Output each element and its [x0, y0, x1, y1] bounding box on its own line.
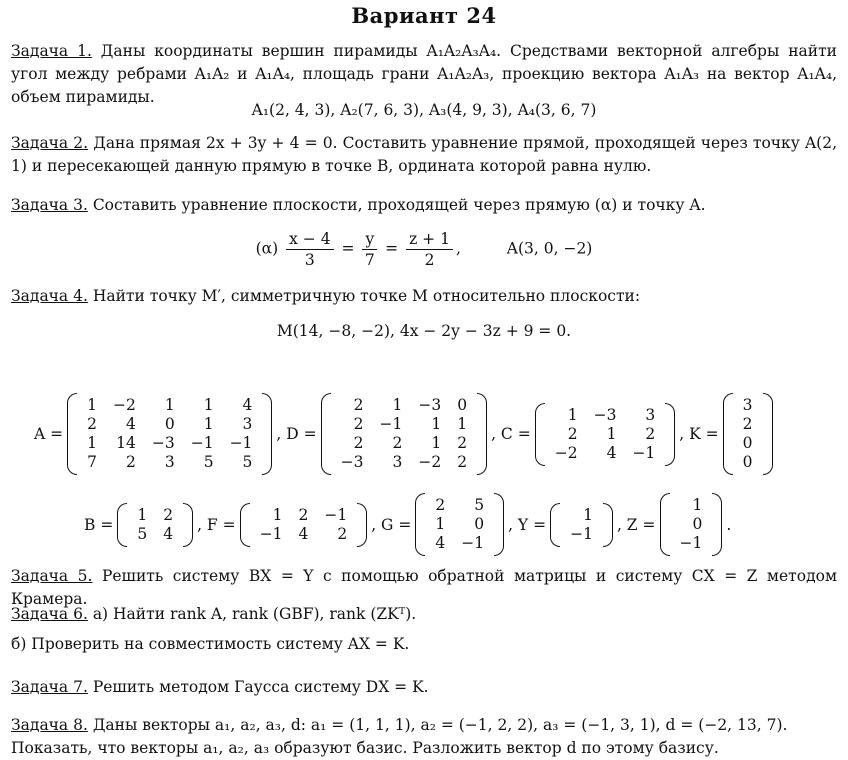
- matrix-cell: 4: [435, 534, 446, 552]
- matrix-row: [129, 525, 181, 544]
- matrix-cell: 2: [353, 396, 364, 414]
- matrix-y: [550, 503, 613, 547]
- matrix-cell: 2: [353, 434, 364, 452]
- matrix-row: [129, 506, 181, 525]
- matrix-f-label: , F =: [197, 515, 236, 534]
- matrix-cell: 3: [645, 405, 656, 424]
- matrix-table: [333, 396, 475, 472]
- matrix-cell: 3: [242, 415, 253, 433]
- task-8-line2: Показать, что векторы a₁, a₂, a₃ образуют базис. Разложить вектор d по этому базису.: [11, 739, 719, 757]
- matrix-cell: 4: [606, 443, 617, 462]
- matrix-cell: 2: [742, 415, 753, 433]
- matrix-cell: 2: [392, 434, 403, 452]
- bracket-left: [723, 393, 733, 475]
- bracket-left: [117, 503, 127, 547]
- matrix-a: [67, 393, 272, 475]
- matrix-cell: 0: [692, 515, 703, 533]
- task-3: [11, 194, 837, 217]
- matrix-cell: 0: [742, 434, 753, 452]
- task-5-text: Решить систему BX = Y с помощью обратной матрицы и систему CX = Z методом Крамера.: [11, 567, 837, 608]
- fraction-x-den: 3: [304, 251, 315, 269]
- matrix-row: [562, 525, 601, 544]
- task-4-text: Найти точку M′, симметричную точке M относительно плоскости:: [87, 287, 641, 305]
- matrix-table: [427, 496, 492, 553]
- matrix-row: [333, 453, 475, 472]
- matrix-cell: 1: [164, 396, 175, 414]
- matrix-cell: −3: [593, 405, 617, 424]
- fraction-x: [286, 229, 333, 270]
- matrix-cell: −3: [151, 434, 175, 452]
- matrix-cell: 1: [692, 496, 703, 514]
- matrix-cell: 2: [87, 415, 97, 433]
- task-6-label: Задача 6.: [11, 605, 88, 623]
- matrix-cell: 4: [163, 524, 174, 543]
- matrix-d: [321, 393, 487, 475]
- matrix-k: [723, 393, 773, 475]
- matrix-c-label: , C =: [491, 425, 531, 443]
- task-7: [11, 676, 837, 699]
- task-6-text: а) Найти rank A, rank (GBF), rank (ZKᵀ).: [87, 605, 417, 623]
- task-2-text: Дана прямая 2x + 3y + 4 = 0. Составить уравнение прямой, проходящей через точку A(2, 1) и пересекающей данную прямую в точке B, ордината которой равна нулю.: [11, 134, 838, 175]
- matrix-row: [79, 434, 260, 453]
- matrix-cell: −1: [679, 534, 703, 552]
- equals-2: =: [385, 239, 399, 258]
- matrix-row: [672, 515, 711, 534]
- matrix-end: .: [726, 515, 732, 534]
- matrix-table: [562, 506, 601, 544]
- matrix-cell: 5: [137, 524, 148, 543]
- matrix-table: [672, 496, 711, 553]
- task-8: [11, 714, 837, 737]
- matrix-cell: 0: [742, 453, 753, 471]
- matrix-g-label: , G =: [371, 515, 412, 534]
- matrix-cell: −1: [632, 443, 656, 462]
- comma: ,: [455, 239, 461, 258]
- matrix-cell: 1: [203, 396, 214, 414]
- bracket-left: [321, 393, 331, 475]
- matrix-d-label: , D =: [276, 425, 317, 443]
- bracket-right: [665, 403, 675, 466]
- matrix-cell: 3: [164, 453, 175, 471]
- matrix-table: [547, 406, 664, 463]
- matrix-cell: −1: [190, 434, 214, 452]
- matrix-cell: 4: [242, 396, 253, 414]
- task-4: [11, 285, 837, 308]
- task-7-label: Задача 7.: [11, 678, 88, 696]
- matrix-cell: 5: [474, 496, 485, 514]
- fraction-y: [362, 229, 377, 270]
- matrix-row: [735, 396, 761, 415]
- matrix-row: [735, 453, 761, 472]
- matrix-row: [547, 444, 664, 463]
- matrix-table: [129, 506, 181, 544]
- matrix-g: [415, 493, 504, 556]
- matrix-cell: 0: [164, 415, 175, 433]
- fraction-z: [406, 229, 453, 270]
- bracket-right: [262, 393, 272, 475]
- bracket-left: [660, 493, 670, 556]
- matrix-cell: −1: [324, 505, 348, 524]
- matrix-row: [333, 415, 475, 434]
- matrix-cell: −3: [340, 453, 364, 471]
- matrix-cell: 1: [567, 405, 578, 424]
- bracket-right: [357, 503, 367, 547]
- matrix-c: [535, 403, 676, 466]
- matrix-cell: 5: [242, 453, 253, 471]
- task-6-b: б) Проверить на совместимость систему AX = K.: [11, 635, 410, 653]
- bracket-right: [603, 503, 613, 547]
- matrix-row: [735, 434, 761, 453]
- matrix-cell: −1: [379, 415, 403, 433]
- matrix-row: [547, 425, 664, 444]
- matrix-z: [660, 493, 723, 556]
- matrix-cell: 1: [431, 415, 442, 433]
- matrix-b-label: B =: [84, 515, 114, 534]
- matrix-cell: 2: [125, 453, 136, 471]
- matrix-row: [562, 506, 601, 525]
- task-7-text: Решить методом Гаусса систему DX = K.: [87, 678, 429, 696]
- matrix-cell: 5: [203, 453, 214, 471]
- matrix-cell: 4: [298, 524, 309, 543]
- bracket-left: [67, 393, 77, 475]
- matrix-b: [117, 503, 193, 547]
- matrix-cell: 0: [457, 396, 468, 414]
- task-3-equation: [0, 229, 848, 270]
- task-3-text: Составить уравнение плоскости, проходящей через прямую (α) и точку A.: [87, 196, 706, 214]
- matrix-cell: −1: [229, 434, 253, 452]
- task-1-text: Даны координаты вершин пирамиды A₁A₂A₃A₄. Средствами векторной алгебры найти угол между ребрами A₁A₂ и A₁A₄, площадь грани A₁A₂A₃, проекцию вектора A₁A₃ на вектор A₁A₄, объем пирамиды.: [11, 42, 837, 106]
- matrix-cell: 0: [474, 515, 485, 533]
- bracket-left: [240, 503, 250, 547]
- matrix-row: [252, 525, 356, 544]
- matrix-cell: 1: [137, 505, 148, 524]
- matrix-cell: 2: [353, 415, 364, 433]
- matrix-cell: 1: [457, 415, 468, 433]
- matrix-row: [252, 506, 356, 525]
- fraction-y-den: 7: [364, 251, 375, 269]
- matrix-cell: 1: [272, 505, 283, 524]
- task-8-label: Задача 8.: [11, 716, 88, 734]
- matrix-cell: 2: [457, 453, 468, 471]
- matrix-cell: 3: [742, 396, 753, 414]
- matrix-cell: 3: [392, 453, 403, 471]
- matrix-row: [333, 396, 475, 415]
- matrix-row: [672, 496, 711, 515]
- bracket-right: [494, 493, 504, 556]
- matrix-f: [240, 503, 368, 547]
- matrix-cell: 2: [457, 434, 468, 452]
- matrix-row-1: [34, 393, 777, 475]
- bracket-right: [183, 503, 193, 547]
- matrix-row: [427, 534, 492, 553]
- matrix-cell: 1: [392, 396, 403, 414]
- matrix-cell: 1: [583, 505, 593, 524]
- task-1-points: A₁(2, 4, 3), A₂(7, 6, 3), A₃(4, 9, 3), A₄(3, 6, 7): [251, 101, 597, 119]
- bracket-left: [550, 503, 560, 547]
- matrix-row: [427, 515, 492, 534]
- matrix-row: [79, 396, 260, 415]
- matrix-table: [735, 396, 761, 472]
- matrix-row: [427, 496, 492, 515]
- variant-title: Вариант 24: [351, 3, 497, 28]
- matrix-cell: −2: [418, 453, 442, 471]
- matrix-cell: 4: [125, 415, 136, 433]
- equals-1: =: [341, 239, 355, 258]
- matrix-cell: 1: [435, 515, 446, 533]
- matrix-a-label: A =: [34, 425, 64, 443]
- bracket-right: [477, 393, 487, 475]
- matrix-cell: 1: [87, 434, 97, 452]
- matrix-z-label: , Z =: [616, 515, 656, 534]
- task-8-text: Даны векторы a₁, a₂, a₃, d: a₁ = (1, 1, 1), a₂ = (−1, 2, 2), a₃ = (−1, 3, 1), d = (−2, 13, 7).: [87, 716, 788, 734]
- alpha-label: (α): [255, 239, 279, 258]
- matrix-cell: −1: [259, 524, 283, 543]
- bracket-left: [415, 493, 425, 556]
- matrix-cell: −2: [554, 443, 578, 462]
- task-3-label: Задача 3.: [11, 196, 88, 214]
- matrix-cell: 2: [567, 424, 578, 443]
- matrix-cell: 2: [337, 524, 348, 543]
- matrix-cell: 14: [116, 434, 136, 452]
- fraction-z-den: 2: [424, 251, 435, 269]
- matrix-cell: 7: [87, 453, 97, 471]
- fraction-z-num: z + 1: [406, 229, 453, 250]
- matrix-row: [672, 534, 711, 553]
- matrix-cell: 1: [203, 415, 214, 433]
- task-1: [11, 40, 837, 109]
- matrix-row: [79, 415, 260, 434]
- matrix-cell: −1: [461, 534, 485, 552]
- matrix-cell: −2: [112, 396, 136, 414]
- matrix-cell: 1: [606, 424, 617, 443]
- matrix-table: [79, 396, 260, 472]
- matrix-k-label: , K =: [679, 425, 719, 443]
- bracket-right: [712, 493, 722, 556]
- task-2: [11, 132, 837, 178]
- matrix-cell: 1: [431, 434, 442, 452]
- matrix-cell: −3: [418, 396, 442, 414]
- matrix-cell: 2: [298, 505, 309, 524]
- matrix-row: [735, 415, 761, 434]
- task-5-label: Задача 5.: [11, 567, 93, 585]
- task-2-label: Задача 2.: [11, 134, 89, 152]
- matrix-row: [333, 434, 475, 453]
- matrix-cell: 1: [87, 396, 97, 414]
- matrix-cell: −1: [570, 524, 593, 543]
- bracket-left: [535, 403, 545, 466]
- matrix-cell: 2: [163, 505, 174, 524]
- fraction-y-num: y: [362, 229, 377, 250]
- task-4-equation: M(14, −8, −2), 4x − 2y − 3z + 9 = 0.: [276, 322, 572, 340]
- matrix-row: [79, 453, 260, 472]
- task-1-label: Задача 1.: [11, 42, 92, 60]
- bracket-right: [763, 393, 773, 475]
- matrix-y-label: , Y =: [508, 515, 547, 534]
- matrix-table: [252, 506, 356, 544]
- fraction-x-num: x − 4: [286, 229, 333, 250]
- point-a: A(3, 0, −2): [506, 239, 593, 258]
- task-4-label: Задача 4.: [11, 287, 88, 305]
- matrix-row: [547, 406, 664, 425]
- matrix-row-2: [84, 493, 731, 556]
- matrix-cell: 2: [645, 424, 656, 443]
- task-6: [11, 603, 837, 626]
- matrix-cell: 2: [435, 496, 446, 514]
